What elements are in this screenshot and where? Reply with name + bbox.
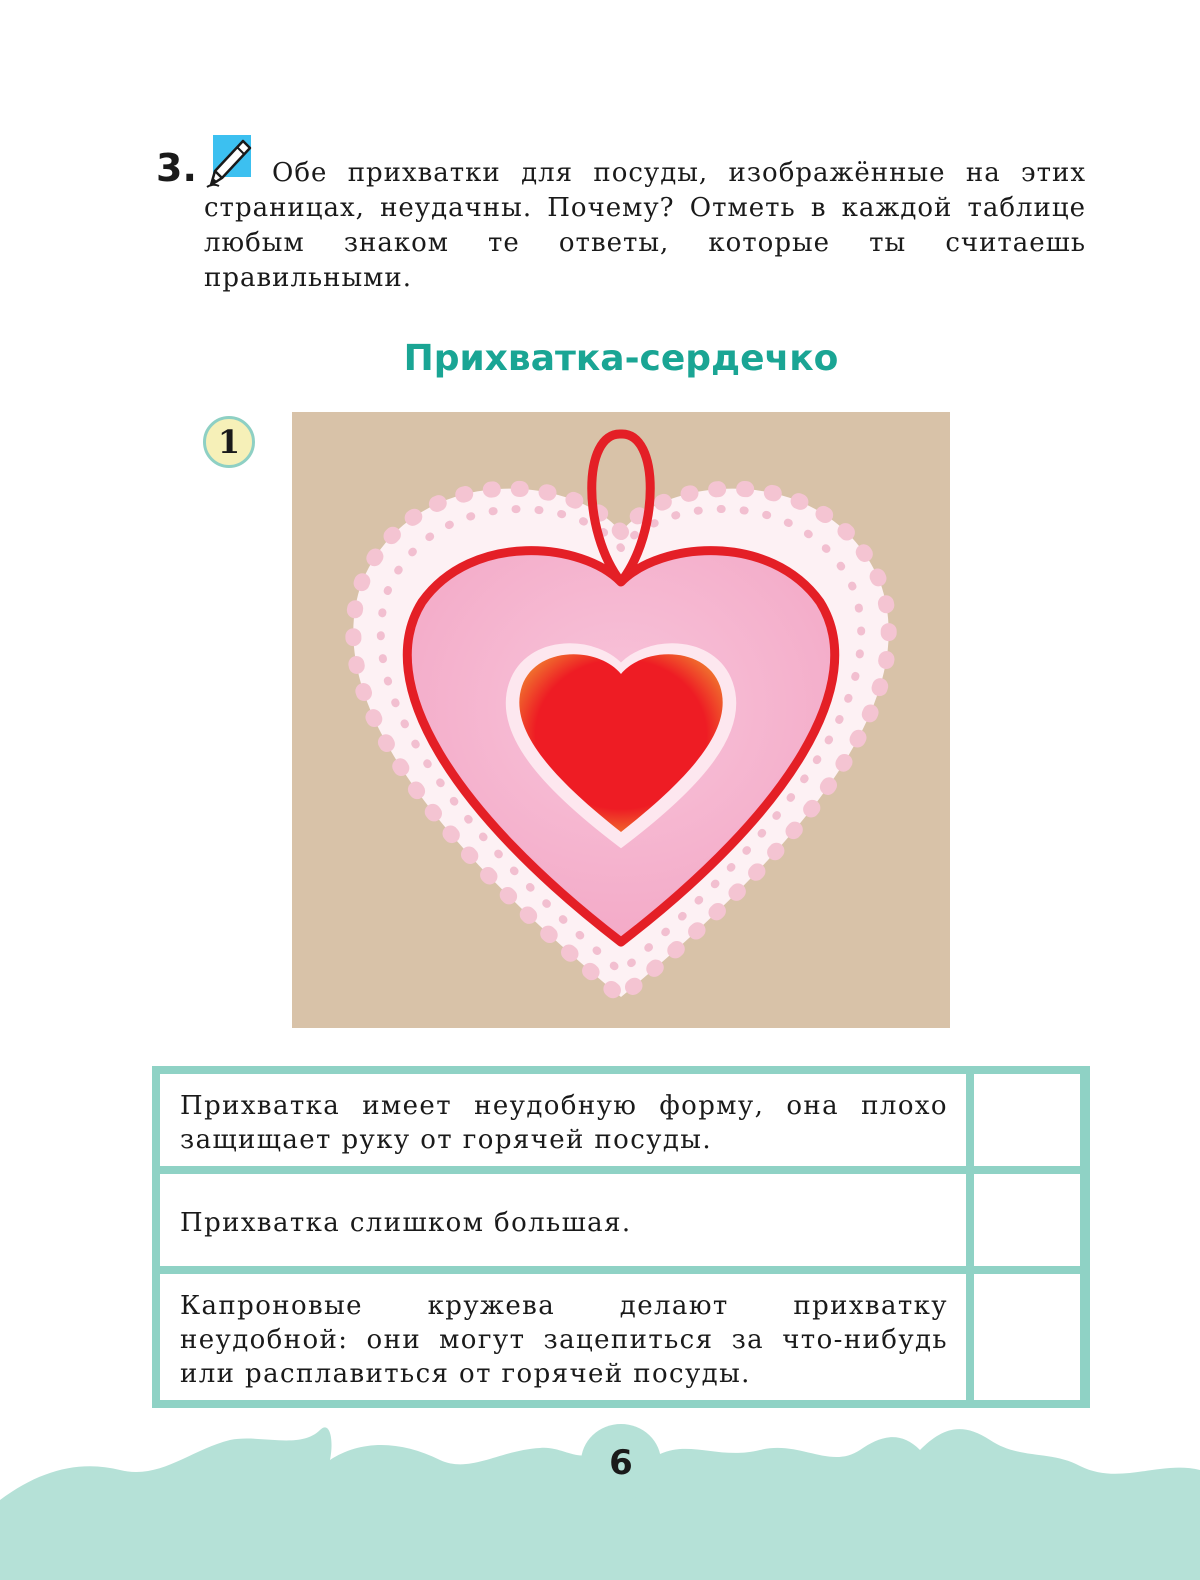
answer-checkbox-2[interactable] (974, 1174, 1080, 1266)
answer-checkbox-3[interactable] (974, 1274, 1080, 1400)
answers-table (152, 1066, 1090, 1408)
heart-potholder-illustration (292, 412, 950, 1028)
answer-checkbox-1[interactable] (974, 1074, 1080, 1166)
answer-text-1 (160, 1074, 966, 1166)
section-title: Прихватка-сердечко (403, 338, 839, 379)
task-instructions: Обе прихватки для посуды, изображённые на этих страницах, неудачны. Почему? Отметь в каждой таблице любым знаком те ответы, которые ты считаешь правильными. (204, 158, 1086, 293)
answer-text-2 (160, 1174, 966, 1266)
answer-text-1-label: Прихватка имеет неудобную форму, она плохо защищает руку от горячей посуды. (180, 1091, 948, 1155)
page-number: 6 (609, 1443, 633, 1483)
figure-number-badge: 1 (203, 416, 255, 468)
answer-text-2-label: Прихватка слишком большая. (180, 1208, 632, 1238)
answer-text-3 (160, 1274, 966, 1400)
answer-text-3-label: Капроновые кружева делают прихватку неудобной: они могут зацепиться за что-нибудь или расплавиться от горячей посуды. (180, 1291, 948, 1389)
task-number: 3. (156, 146, 197, 190)
